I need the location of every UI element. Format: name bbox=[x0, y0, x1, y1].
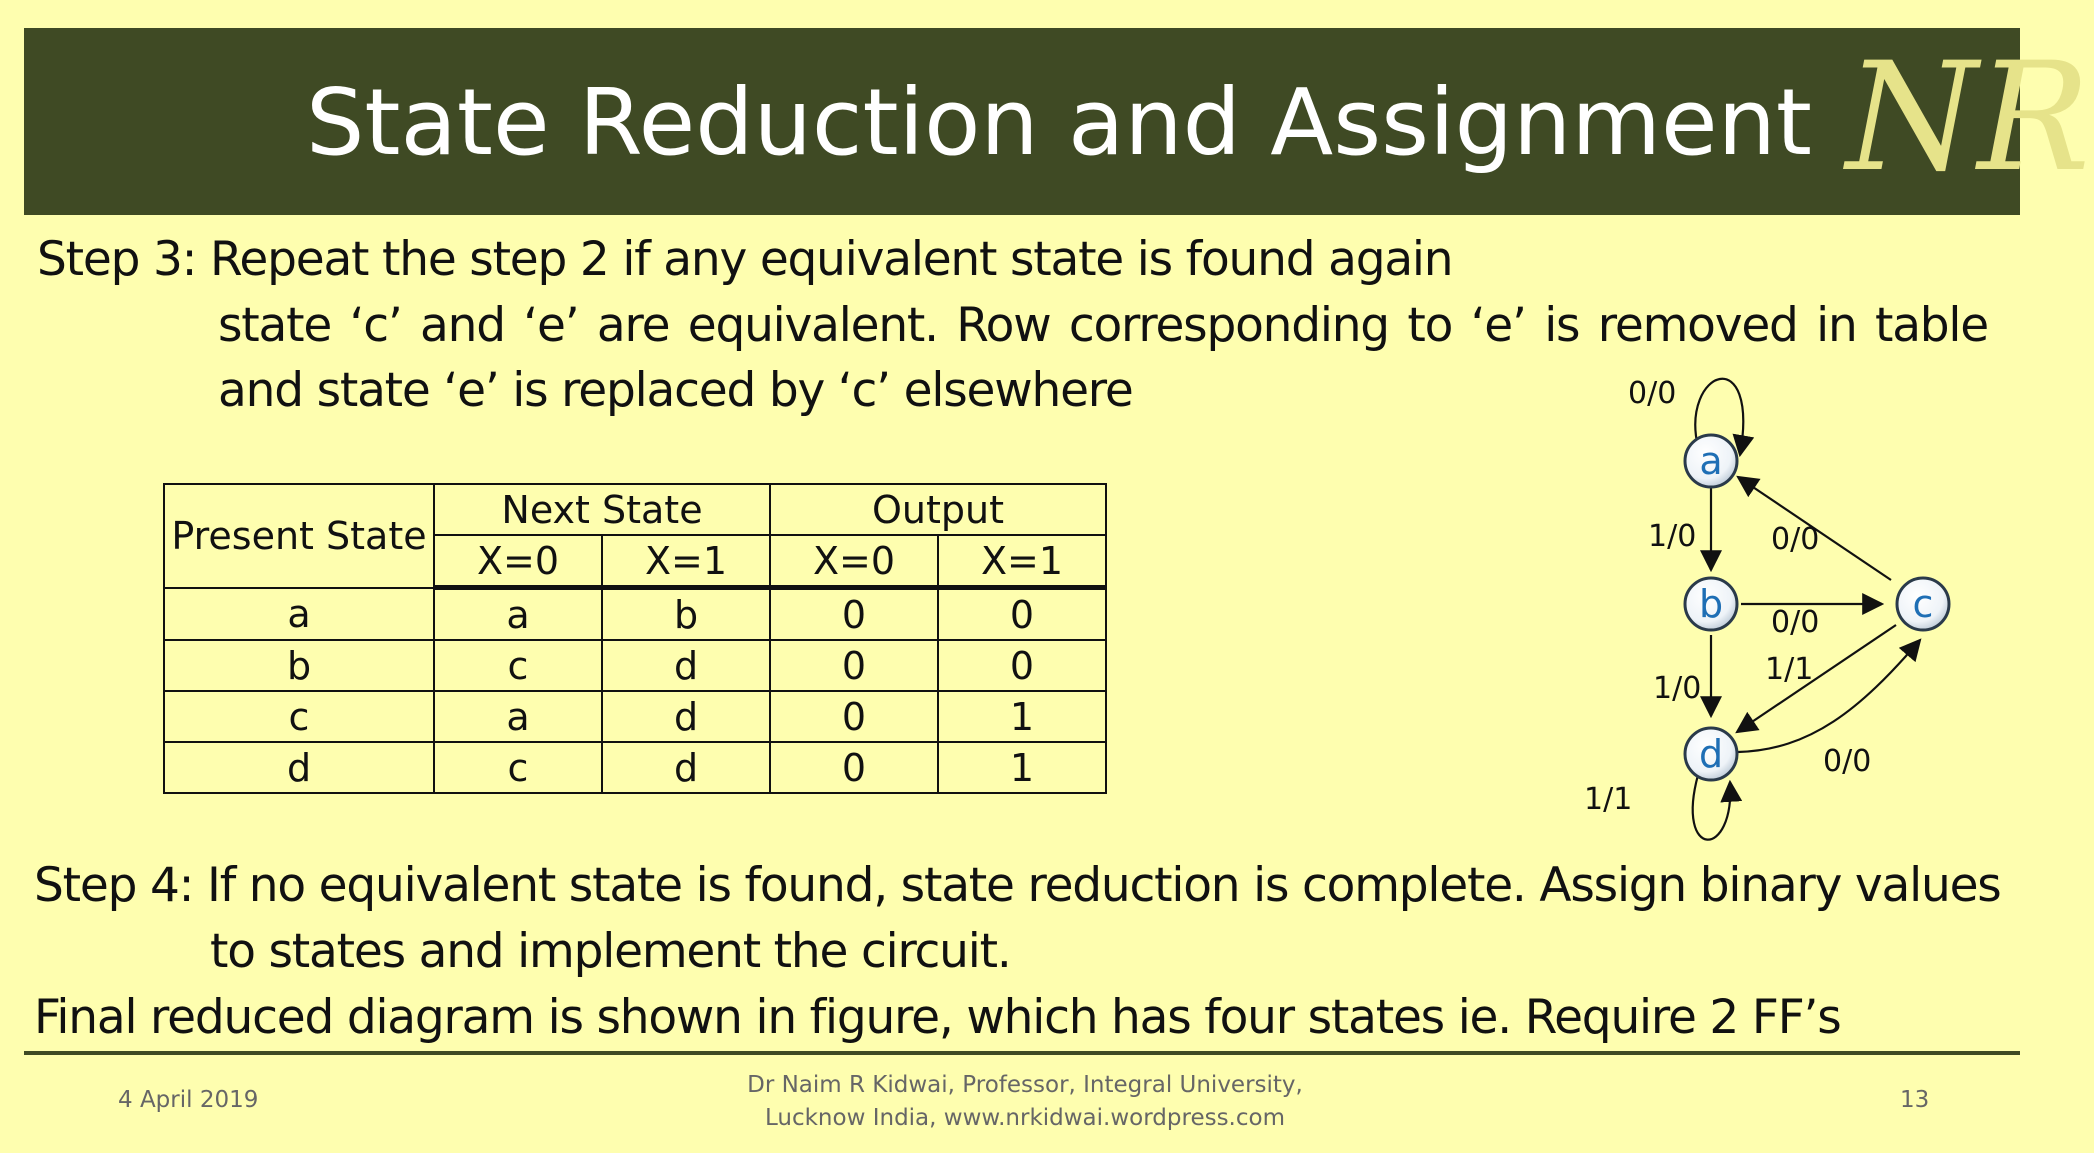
step4-line2: to states and implement the circuit. bbox=[210, 924, 1011, 979]
table-cell: a bbox=[434, 588, 602, 641]
step4-line1: Step 4: If no equivalent state is found, state reduction is complete. Assign binary values bbox=[34, 858, 2001, 913]
label-d-to-c: 0/0 bbox=[1823, 744, 1872, 779]
label-b-to-d: 1/0 bbox=[1653, 671, 1702, 706]
output-x0-header: X=0 bbox=[770, 535, 938, 588]
step3-line3: and state ‘e’ is replaced by ‘c’ elsewhere bbox=[218, 363, 1133, 418]
table-row bbox=[164, 691, 1106, 742]
footer-divider bbox=[24, 1051, 2020, 1055]
title-bar bbox=[24, 28, 2020, 215]
table-cell: 1 bbox=[938, 742, 1106, 793]
table-cell: 0 bbox=[770, 691, 938, 742]
table-cell: d bbox=[164, 742, 434, 793]
label-c-to-a: 0/0 bbox=[1771, 522, 1820, 557]
table-cell: 1 bbox=[938, 691, 1106, 742]
node-c bbox=[1897, 578, 1949, 630]
table-cell: d bbox=[602, 691, 770, 742]
next-x1-header: X=1 bbox=[602, 535, 770, 588]
state-table bbox=[163, 483, 1107, 794]
table-cell: d bbox=[602, 742, 770, 793]
step3-line1: Step 3: Repeat the step 2 if any equivalent state is found again bbox=[37, 232, 1453, 287]
slide-title: State Reduction and Assignment bbox=[306, 69, 1812, 176]
label-c-to-d: 1/1 bbox=[1765, 652, 1814, 687]
table-row bbox=[164, 742, 1106, 793]
table-cell: 0 bbox=[938, 640, 1106, 691]
svg-text:b: b bbox=[1698, 582, 1724, 626]
svg-text:d: d bbox=[1698, 732, 1724, 776]
footer-author-line1: Dr Naim R Kidwai, Professor, Integral University, bbox=[747, 1072, 1303, 1098]
table-cell: 0 bbox=[938, 588, 1106, 641]
table-row bbox=[164, 588, 1106, 641]
edge-c-to-d bbox=[1737, 625, 1896, 732]
table-cell: a bbox=[434, 691, 602, 742]
label-d-self: 1/1 bbox=[1584, 782, 1633, 817]
label-a-self: 0/0 bbox=[1628, 376, 1677, 411]
next-state-header: Next State bbox=[434, 484, 770, 535]
table-cell: d bbox=[602, 640, 770, 691]
final-line: Final reduced diagram is shown in figure, which has four states ie. Require 2 FF’s bbox=[34, 990, 1841, 1045]
footer-date: 4 April 2019 bbox=[118, 1087, 259, 1113]
table-cell: b bbox=[602, 588, 770, 641]
table-cell: 0 bbox=[770, 588, 938, 641]
step3-line2: state ‘c’ and ‘e’ are equivalent. Row corresponding to ‘e’ is removed in table bbox=[218, 298, 1988, 353]
edge-d-self bbox=[1693, 775, 1731, 840]
table-cell: c bbox=[434, 742, 602, 793]
present-state-header: Present State bbox=[164, 484, 434, 588]
output-x1-header: X=1 bbox=[938, 535, 1106, 588]
table-row bbox=[164, 640, 1106, 691]
table-cell: c bbox=[434, 640, 602, 691]
footer-author bbox=[700, 1069, 1350, 1135]
svg-text:a: a bbox=[1699, 439, 1723, 483]
table-cell: 0 bbox=[770, 640, 938, 691]
svg-text:NR: NR bbox=[1846, 31, 2091, 205]
table-cell: b bbox=[164, 640, 434, 691]
page-number: 13 bbox=[1900, 1087, 1930, 1113]
output-header: Output bbox=[770, 484, 1106, 535]
node-a bbox=[1685, 435, 1737, 487]
node-d bbox=[1685, 728, 1737, 780]
table-cell: a bbox=[164, 588, 434, 641]
footer-author-line2: Lucknow India, www.nrkidwai.wordpress.com bbox=[764, 1105, 1285, 1131]
next-x0-header: X=0 bbox=[434, 535, 602, 588]
label-a-to-b: 1/0 bbox=[1648, 519, 1697, 554]
nr-logo-icon bbox=[1838, 31, 2091, 205]
table-cell: 0 bbox=[770, 742, 938, 793]
state-diagram bbox=[1560, 350, 1980, 870]
node-b bbox=[1685, 578, 1737, 630]
svg-text:c: c bbox=[1912, 582, 1934, 626]
table-cell: c bbox=[164, 691, 434, 742]
label-b-to-c: 0/0 bbox=[1771, 605, 1820, 640]
